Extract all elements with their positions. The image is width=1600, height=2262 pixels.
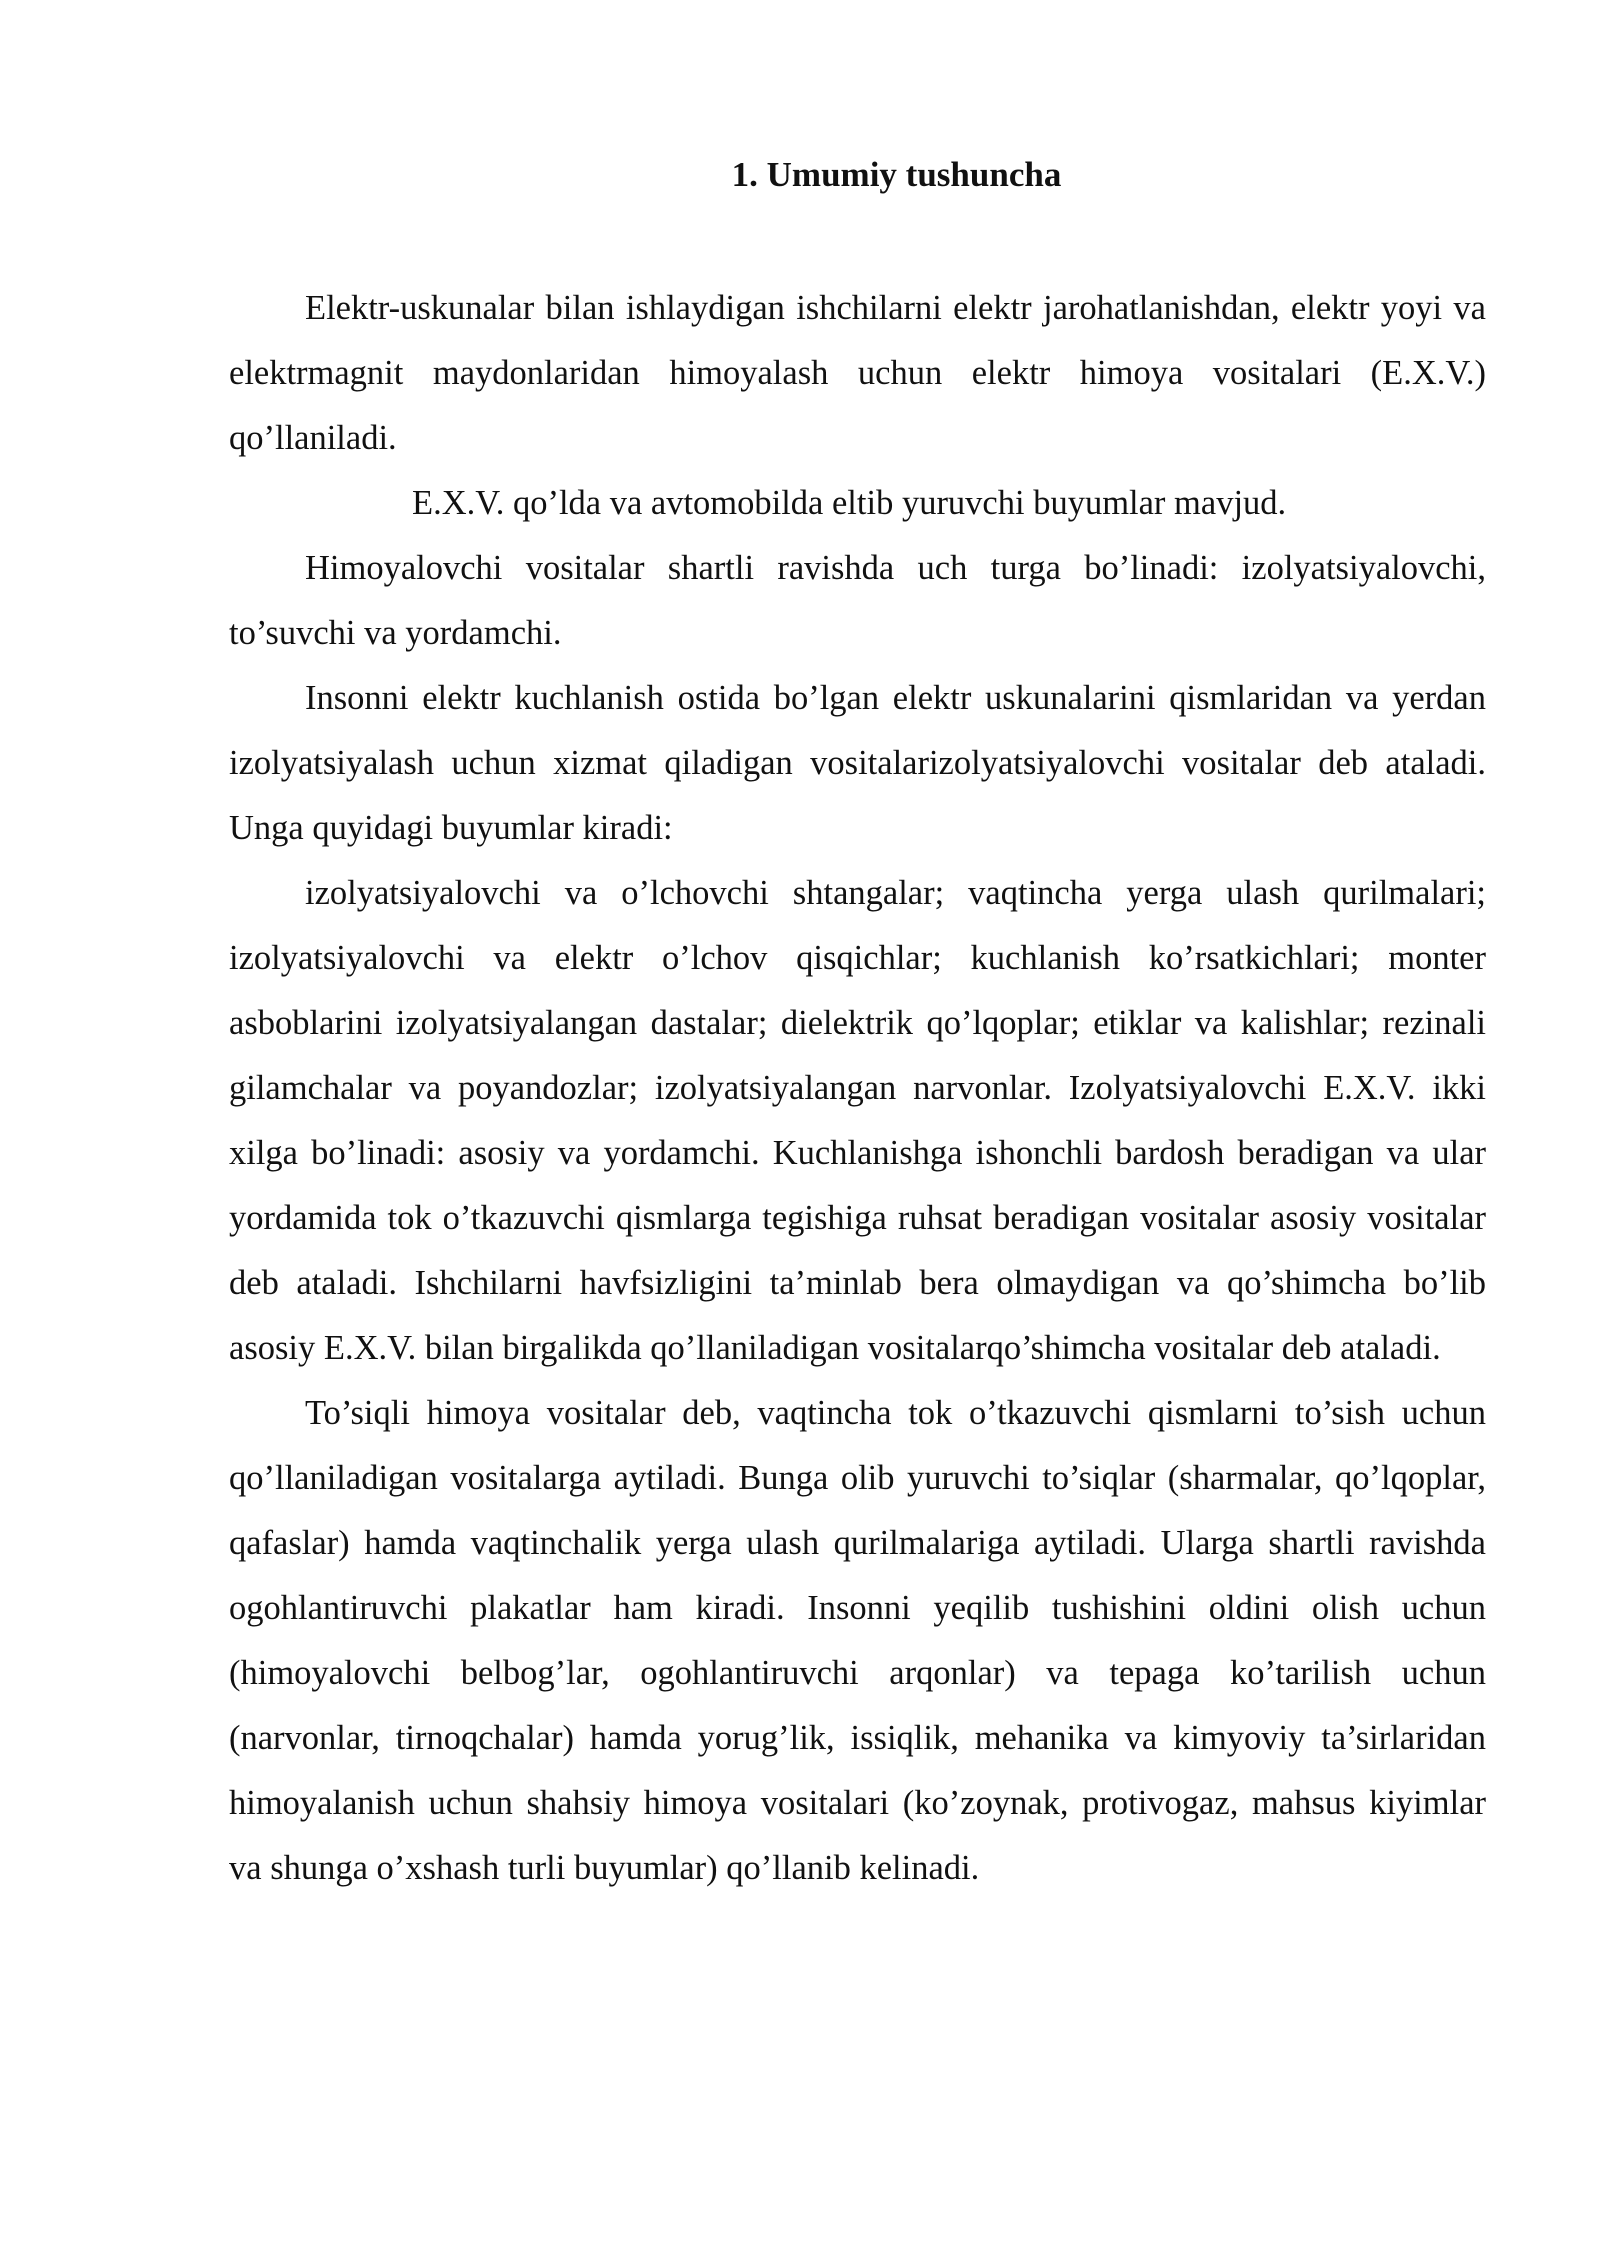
paragraph-barrier-means: To’siqli himoya vositalar deb, vaqtincha tok o’tkazuvchi qismlarni to’sish uchun qo’llaniladigan vositalarga aytiladi. Bunga olib yuruvchi to’siqlar (sharmalar, qo’lqoplar, qafaslar) hamda vaqtinchalik yerga ulash qurilmalariga aytiladi. Ularga shartli ravishda ogohlantiruvchi plakatlar ham kiradi. Insonni yeqilib tushishini oldini olish uchun (himoyalovchi belbog’lar, ogohlantiruvchi arqonlar) va tepaga ko’tarilish uchun (narvonlar, tirnoqchalar) hamda yorug’lik, issiqlik, mehanika va kimyoviy ta’sirlaridan himoyalanish uchun shahsiy himoya vositalari (ko’zoynak, protivogaz, mahsus kiyimlar va shunga o’xshash turli buyumlar) qo’llanib kelinadi. [229,1394,1486,1887]
paragraph-insulating-items: izolyatsiyalovchi va o’lchovchi shtangalar; vaqtincha yerga ulash qurilmalari; izolyatsiyalovchi va elektr o’lchov qisqichlar; kuchlanish ko’rsatkichlari; monter asboblarini izolyatsiyalangan dastalar; dielektrik qo’lqoplar; etiklar va kalishlar; rezinali gilamchalar va poyandozlar; izolyatsiyalangan narvonlar. Izolyatsiyalovchi E.X.V. ikki xilga bo’linadi: asosiy va yordamchi. Kuchlanishga ishonchli bardosh beradigan va ular yordamida tok o’tkazuvchi qismlarga tegishiga ruhsat beradigan vositalar asosiy vositalar deb ataladi. Ishchilarni havfsizligini ta’minlab bera olmaydigan va qo’shimcha bo’lib asosiy E.X.V. bilan birgalikda qo’llaniladigan vositalarqo’shimcha vositalar deb ataladi. [229,874,1486,1367]
paragraph-classification: Himoyalovchi vositalar shartli ravishda uch turga bo’linadi: izolyatsiyalovchi, to’suvchi va yordamchi. [229,549,1486,652]
paragraph-intro: Elektr-uskunalar bilan ishlaydigan ishchilarni elektr jarohatlanishdan, elektr yoyi va elektrmagnit maydonlaridan himoyalash uchun elektr himoya vositalari (E.X.V.) qo’llaniladi. [229,289,1486,457]
paragraph-exv-types: E.X.V. qo’lda va avtomobilda eltib yuruvchi buyumlar mavjud. [412,484,1287,522]
paragraph-insulating-definition: Insonni elektr kuchlanish ostida bo’lgan elektr uskunalarini qismlaridan va yerdan izolyatsiyalash uchun xizmat qiladigan vositalarizolyatsiyalovchi vositalar deb ataladi. Unga quyidagi buyumlar kiradi: [229,679,1486,847]
page-title: 1. Umumiy tushuncha [731,155,1062,194]
document-body [229,276,1486,1901]
